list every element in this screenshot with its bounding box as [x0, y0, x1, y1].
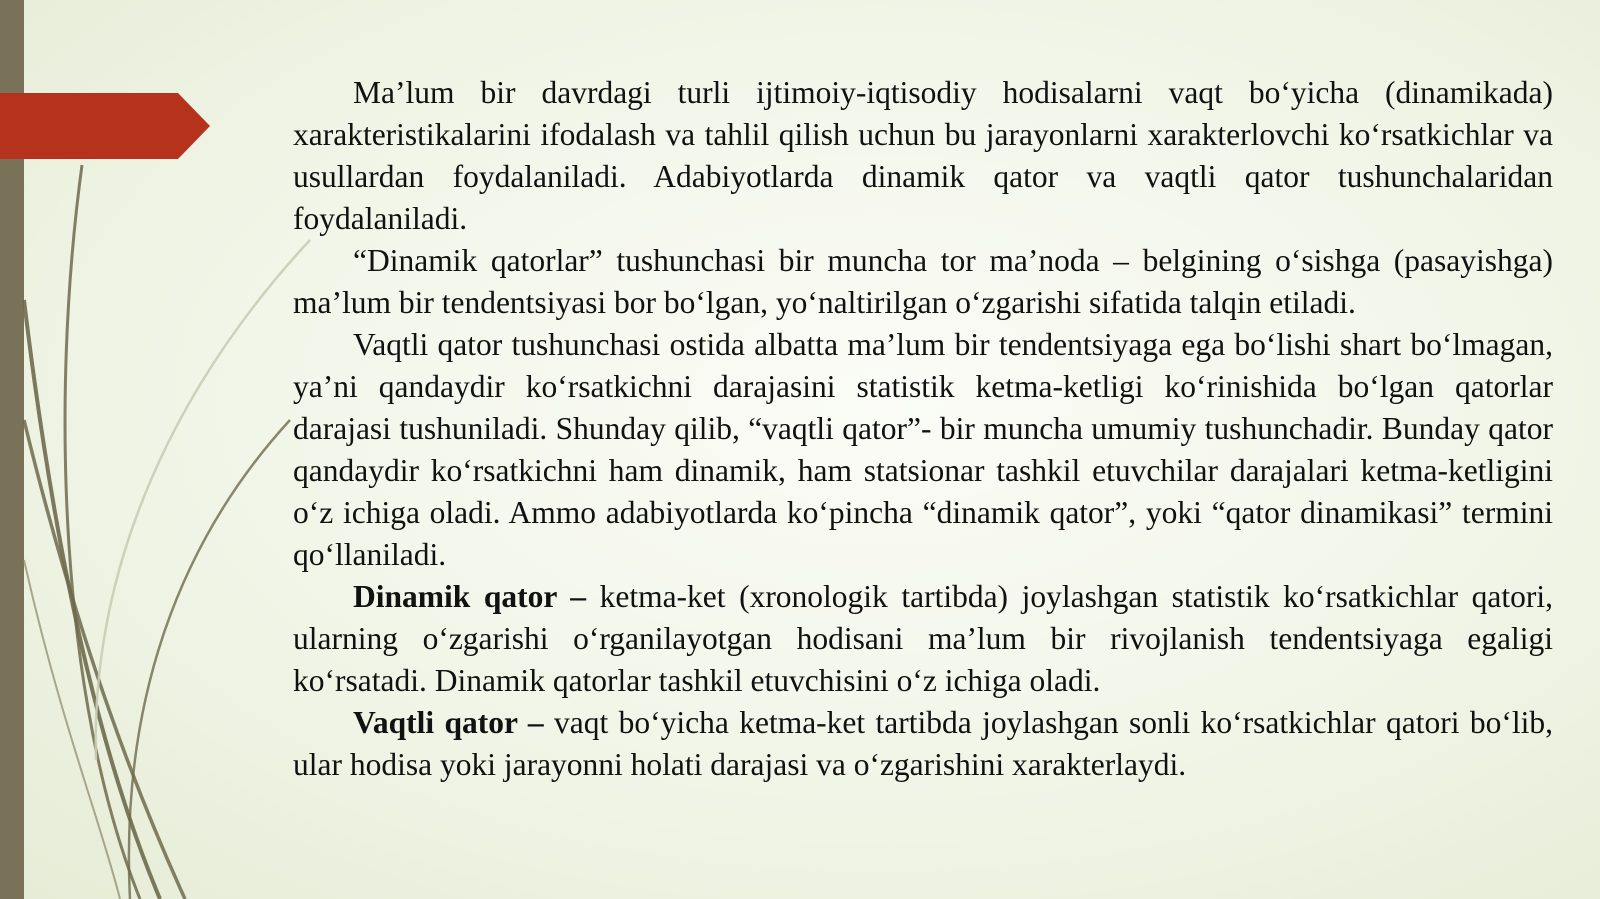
paragraph-text: Vaqtli qator tushunchasi ostida albatta ma’lum bir tendentsiyaga ega bo‘lishi shart bo‘lmagan, ya’ni qandaydir ko‘rsatkichni darajasini statistik ketma-ketligi ko‘rinishida bo‘lgan qatorlar darajasi tushuniladi. Shunday qilib, “vaqtli qator”- bir muncha umumiy tushunchadir. Bunday qator qandaydir ko‘rsatkichni ham dinamik, ham statsionar tashkil etuvchilar darajalari ketma-ketligini o‘z ichiga oladi. Ammo adabiyotlarda ko‘pincha “dinamik qator”, yoki “qator dinamikasi” termini qo‘llaniladi. — [293, 327, 1553, 572]
paragraph — [293, 576, 1553, 702]
decor-curve — [96, 240, 310, 760]
paragraph-text: Ma’lum bir davrdagi turli ijtimoiy-iqtisodiy hodisalarni vaqt bo‘yicha (dinamikada) xarakteristikalarini ifodalash va tahlil qilish uchun bu jarayonlarni xarakterlovchi ko‘rsatkichlar va usullardan foydalaniladi. Adabiyotlarda dinamik qator va vaqtli qator tushunchalaridan foydalaniladi. — [293, 75, 1553, 236]
slide-body-text — [293, 72, 1553, 786]
decor-curve — [65, 165, 140, 899]
paragraph-text: vaqt bo‘yicha ketma-ket tartibda joylashgan sonli ko‘rsatkichlar qatori bo‘lib, ular hodisa yoki jarayonni holati darajasi va o‘zgarishini xarakterlaydi. — [293, 705, 1553, 782]
decor-curve — [24, 300, 160, 899]
decor-curve — [24, 560, 120, 899]
paragraph — [293, 240, 1553, 324]
paragraph-bold-lead: Dinamik qator – — [353, 579, 587, 614]
pentagon-arrow-tag-icon — [0, 93, 210, 159]
paragraph-bold-lead: Vaqtli qator – — [353, 705, 544, 740]
paragraph — [293, 324, 1553, 576]
paragraph — [293, 702, 1553, 786]
paragraph-text: ketma-ket (xronologik tartibda) joylashgan statistik ko‘rsatkichlar qatori, ularning o‘zgarishi o‘rganilayotgan hodisani ma’lum bir rivojlanish tendentsiyaga egaligi ko‘rsatadi. Dinamik qatorlar tashkil etuvchisini o‘z ichiga oladi. — [293, 579, 1553, 698]
paragraph — [293, 72, 1553, 240]
paragraph-text: “Dinamik qatorlar” tushunchasi bir muncha tor ma’noda – belgining o‘sishga (pasayishga) ma’lum bir tendentsiyasi bor bo‘lgan, yo‘naltirilgan o‘zgarishi sifatida talqin etiladi. — [293, 243, 1553, 320]
